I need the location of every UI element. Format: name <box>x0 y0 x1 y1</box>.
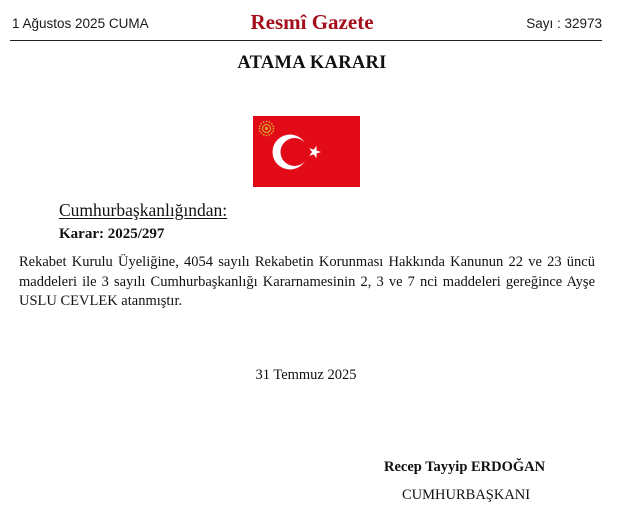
signer-title: CUMHURBAŞKANI <box>402 487 531 503</box>
decision-title: ATAMA KARARI <box>237 53 387 73</box>
presidential-flag-icon <box>253 116 360 187</box>
gazette-masthead: Resmî Gazete <box>250 10 374 34</box>
decision-date: 31 Temmuz 2025 <box>255 367 357 383</box>
issuing-institution: Cumhurbaşkanlığından: <box>59 200 228 220</box>
issue-number: Sayı : 32973 <box>526 16 602 31</box>
decision-body: Rekabet Kurulu Üyeliğine, 4054 sayılı Rekabetin Korunması Hakkında Kanunun 22 ve 23 üncü maddeleri ile 3 sayılı Cumhurbaşkanlığı Kararnamesinin 2, 3 ve 7 nci maddeleri gereğince Ayşe USLU CEVLEK atanmıştır. <box>19 254 595 310</box>
header-date: 1 Ağustos 2025 CUMA <box>12 16 149 31</box>
decision-number: Karar: 2025/297 <box>59 226 165 242</box>
signer-name: Recep Tayyip ERDOĞAN <box>384 459 546 475</box>
header-divider <box>10 40 602 41</box>
